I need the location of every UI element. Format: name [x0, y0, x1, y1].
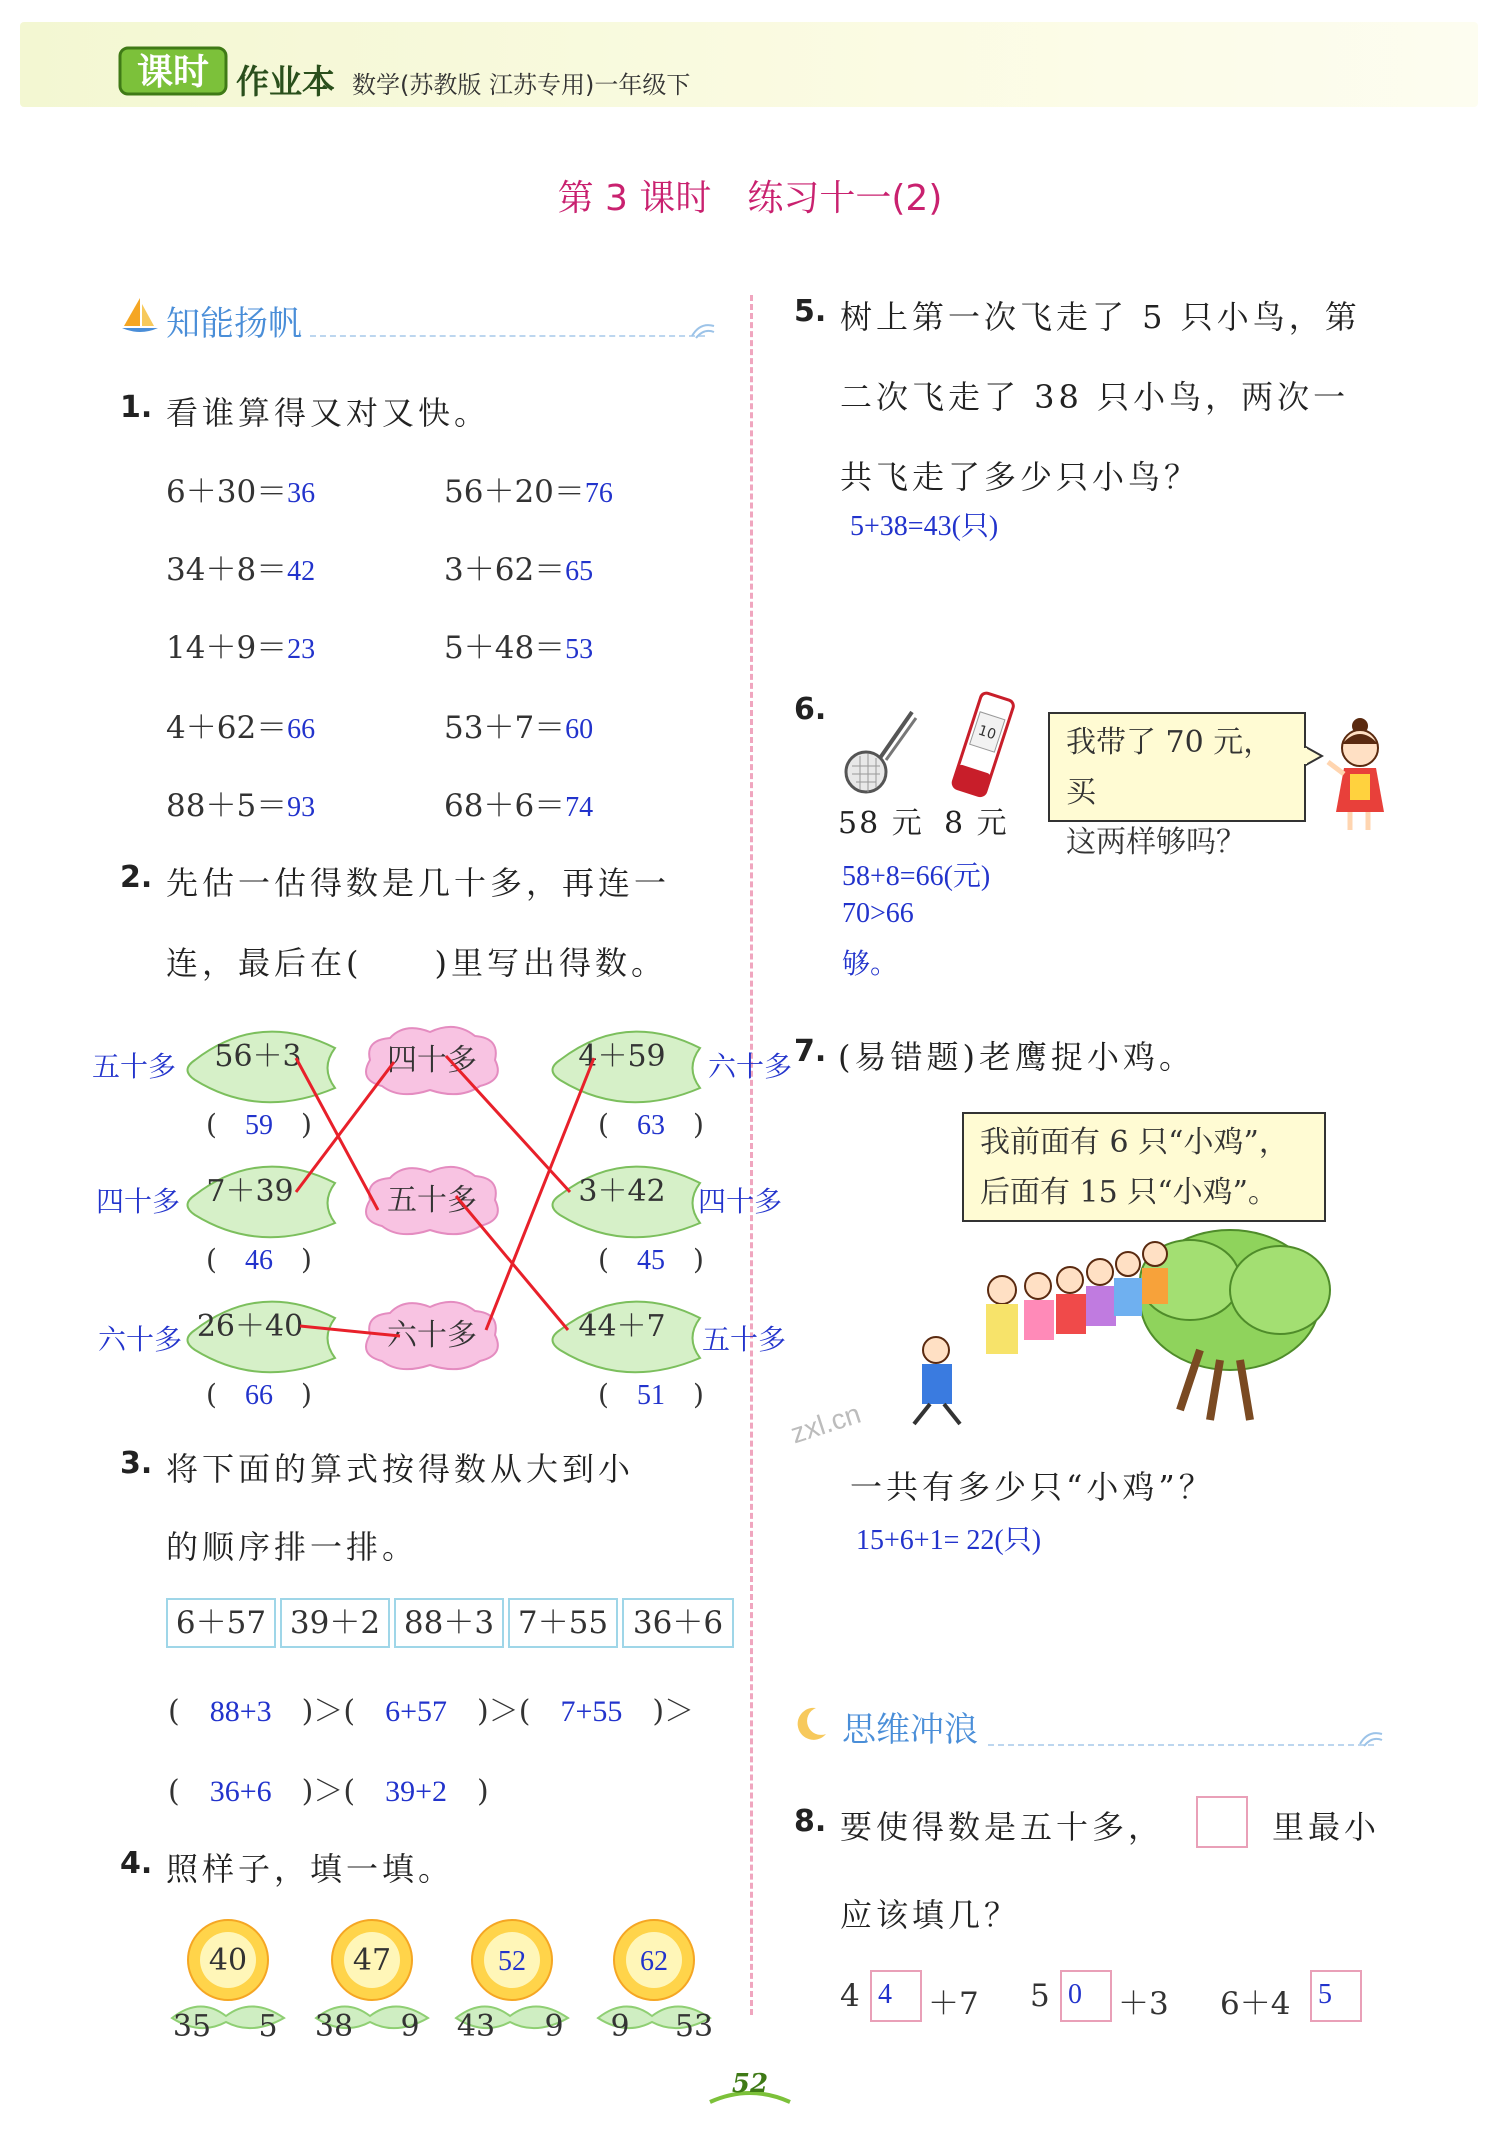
flower-top-answer: 52	[498, 1946, 526, 1977]
q7-bubble-line2: 后面有 15 只“小鸡”。	[980, 1175, 1278, 1210]
q2-paren-left-2: ( 46 )	[206, 1243, 312, 1276]
q3-box-2: 39＋2	[280, 1598, 390, 1648]
q2-line1: 先估一估得数是几十多，再连一	[166, 864, 671, 902]
q8-line1b: 里最小	[1272, 1808, 1381, 1846]
q1-right-5	[444, 780, 593, 825]
wave-icon	[1358, 1726, 1384, 1748]
q1-left-1	[166, 466, 315, 511]
q6-bubble-line2: 这两样够吗？	[1066, 825, 1246, 860]
q8-pre: 4	[840, 1978, 860, 2014]
q1-answer: 53	[565, 634, 594, 665]
shuttlecock-tube-icon	[942, 690, 1022, 800]
girl-figure	[1322, 716, 1396, 836]
tube-label: 10	[976, 722, 998, 744]
page-number-badge	[700, 2058, 800, 2110]
leaf-right-1	[553, 1032, 701, 1103]
q3-answer: 39+2	[385, 1775, 447, 1808]
q1-expr: 53＋7＝	[444, 710, 566, 746]
q3-box-5: 36＋6	[622, 1598, 734, 1648]
q1-expr: 14＋9＝	[166, 630, 288, 666]
q8-item-1	[840, 1978, 860, 2014]
leaf-left-3	[188, 1302, 336, 1373]
q1-expr: 88＋5＝	[166, 788, 288, 824]
q1-expr: 34＋8＝	[166, 552, 288, 588]
flower-4	[598, 1920, 713, 2044]
q8-item-3	[1220, 1978, 1290, 2023]
flower-top-answer: 62	[640, 1946, 668, 1977]
q1-expr: 56＋20＝	[444, 474, 585, 510]
q3-answer: 6+57	[385, 1695, 447, 1728]
q2-paren-left-1: ( 59 )	[206, 1108, 312, 1141]
q2-line2: 连，最后在( )里写出得数。	[166, 944, 667, 982]
q5-line1: 树上第一次飞走了 5 只小鸟，第	[840, 298, 1361, 336]
section-siwei-line	[988, 1744, 1374, 1746]
q1-expr: 3＋62＝	[444, 552, 566, 588]
flower-top: 47	[352, 1943, 392, 1978]
q8-line2: 应该填几？	[840, 1896, 1021, 1934]
q7-speech-bubble	[962, 1112, 1326, 1222]
q2-number: 2.	[120, 860, 153, 895]
q8-item-2-post	[1118, 1978, 1169, 2023]
q1-answer: 42	[287, 556, 316, 587]
q7-text: (易错题)老鹰捉小鸡。	[838, 1038, 1195, 1076]
q6-answer-3: 够。	[842, 949, 899, 980]
leaf-expr: 7＋39	[206, 1174, 294, 1209]
q1-answer: 74	[565, 792, 594, 823]
flower-2	[315, 1920, 428, 2044]
gt-sign: ＞	[488, 1694, 519, 1729]
section-siwei-title: 思维冲浪	[842, 1710, 978, 1750]
q6-number: 6.	[794, 692, 827, 727]
q8-pre: 5	[1030, 1978, 1050, 2014]
q1-answer: 23	[287, 634, 316, 665]
q1-answer: 93	[287, 792, 316, 823]
q8-fill-box-1[interactable]	[870, 1970, 922, 2022]
q3-answer: 7+55	[560, 1695, 623, 1728]
q5-line3: 共飞走了多少只小鸟？	[840, 458, 1201, 496]
q4-number: 4.	[120, 1846, 153, 1881]
q2-answer: 59	[244, 1110, 273, 1141]
q1-left-4	[166, 702, 315, 747]
flower-top: 40	[208, 1943, 248, 1978]
q2-answer: 45	[636, 1245, 665, 1276]
brand-logo	[118, 44, 228, 98]
racket-icon	[840, 700, 920, 800]
q3-answer: 88+3	[209, 1695, 272, 1728]
q8-post: ＋3	[1118, 1986, 1169, 2022]
leaf-right-2	[553, 1167, 701, 1238]
q5-answer: 5+38=43(只)	[850, 511, 999, 542]
q1-answer: 65	[565, 556, 594, 587]
q8-post: ＋7	[928, 1986, 979, 2022]
q2-note-left-1: 五十多	[92, 1052, 177, 1083]
q2-paren-right-1: ( 63 )	[598, 1108, 704, 1141]
q1-left-5	[166, 780, 315, 825]
q8-example-box	[1196, 1796, 1248, 1848]
q8-number: 8.	[794, 1804, 827, 1839]
book-subtitle: 数学(苏教版 江苏专用)一年级下	[352, 71, 691, 99]
q6-answer-1: 58+8=66(元)	[842, 861, 991, 892]
q1-right-4	[444, 702, 593, 747]
q1-right-3	[444, 622, 593, 667]
q1-answer: 60	[565, 714, 594, 745]
bubble-tail-icon	[1304, 742, 1324, 772]
q8-pre: 6＋4	[1220, 1986, 1291, 2022]
sailboat-icon	[120, 296, 160, 338]
q2-paren-right-3: ( 51 )	[598, 1378, 704, 1411]
q1-number: 1.	[120, 390, 153, 425]
q2-paren-left-3: ( 66 )	[206, 1378, 312, 1411]
q6-bubble-line1: 我带了 70 元，买	[1066, 725, 1274, 810]
q8-fill-box-3[interactable]	[1310, 1970, 1362, 2022]
q4-flowers	[160, 1910, 740, 2050]
moon-icon	[792, 1704, 830, 1742]
q1-answer: 36	[287, 478, 316, 509]
q2-note-right-3: 五十多	[702, 1325, 787, 1356]
q2-note-left-3: 六十多	[98, 1325, 183, 1356]
flower-right: 5	[258, 2009, 278, 2044]
eagle-catch-chicks-scene	[900, 1220, 1340, 1430]
flower-right: 9	[544, 2009, 564, 2044]
watermark: zxl.cn	[786, 1397, 865, 1450]
q3-line2: 的顺序排一排。	[166, 1528, 419, 1566]
q2-answer: 63	[636, 1110, 665, 1141]
leaf-left-2	[188, 1167, 336, 1238]
leaf-right-3	[553, 1302, 701, 1373]
flower-left: 38	[314, 2009, 354, 2044]
q1-text: 看谁算得又对又快。	[166, 394, 491, 432]
q2-answer: 51	[636, 1380, 665, 1411]
q1-answer: 66	[287, 714, 316, 745]
q8-item-2	[1030, 1978, 1050, 2014]
q7-question: 一共有多少只“小鸡”？	[850, 1468, 1215, 1506]
q8-fill: 0	[1068, 1979, 1082, 2010]
flower-1	[172, 1920, 284, 2044]
gt-sign: ＞	[664, 1694, 695, 1729]
q8-fill-box-2[interactable]	[1060, 1970, 1112, 2022]
leaf-expr: 26＋40	[196, 1309, 304, 1344]
racket-price: 58 元	[838, 806, 924, 841]
flower-right: 53	[674, 2009, 714, 2044]
q7-bubble-line1: 我前面有 6 只“小鸡”，	[980, 1125, 1289, 1160]
brand-name: 作业本	[236, 62, 335, 101]
children-row	[914, 1242, 1168, 1424]
gt-sign: ＞	[313, 1774, 344, 1809]
q2-answer: 46	[244, 1245, 273, 1276]
q7-answer: 15+6+1= 22(只)	[856, 1525, 1042, 1556]
cloud-label: 五十多	[387, 1183, 477, 1218]
brand-logo-text: 课时	[136, 52, 210, 93]
q3-answer-row-1: ( 88+3 )＞( 6+57 )＞( 7+55 )＞	[168, 1694, 695, 1729]
q1-expr: 4＋62＝	[166, 710, 288, 746]
q8-line1a: 要使得数是五十多，	[840, 1808, 1165, 1846]
q1-expr: 68＋6＝	[444, 788, 566, 824]
leaf-expr: 56＋3	[214, 1039, 302, 1074]
q1-right-1	[444, 466, 613, 511]
cloud-1	[366, 1027, 498, 1094]
leaf-expr: 3＋42	[578, 1174, 666, 1209]
flower-3	[456, 1920, 568, 2044]
q8-item-1-post	[928, 1978, 979, 2023]
leaf-expr: 4＋59	[578, 1039, 666, 1074]
wave-icon	[690, 318, 716, 340]
cloud-label: 四十多	[387, 1043, 477, 1078]
section-zhineng-line	[310, 335, 705, 337]
q3-box-3: 88＋3	[394, 1598, 504, 1648]
q6-answer-2: 70>66	[842, 898, 914, 929]
q2-paren-right-2: ( 45 )	[598, 1243, 704, 1276]
q3-answer-row-2: ( 36+6 )＞( 39+2 )	[168, 1774, 489, 1809]
q2-note-right-1: 六十多	[708, 1052, 793, 1083]
q1-answer: 76	[584, 478, 613, 509]
page-number: 52	[731, 2069, 769, 2099]
q4-text: 照样子，填一填。	[166, 1850, 455, 1888]
q1-expr: 6＋30＝	[166, 474, 288, 510]
q5-number: 5.	[794, 294, 827, 329]
q6-speech-bubble	[1048, 712, 1306, 860]
q3-box-4: 7＋55	[508, 1598, 618, 1648]
q3-box-1: 6＋57	[166, 1598, 276, 1648]
q8-fill: 4	[878, 1979, 892, 2010]
flower-left: 35	[172, 2009, 212, 2044]
q1-left-2	[166, 544, 315, 589]
cloud-label: 六十多	[387, 1318, 477, 1353]
q1-expr: 5＋48＝	[444, 630, 566, 666]
shuttle-price: 8 元	[944, 806, 1009, 841]
q3-number: 3.	[120, 1446, 153, 1481]
q2-note-right-2: 四十多	[698, 1187, 783, 1218]
q3-answer: 36+6	[209, 1775, 272, 1808]
gt-sign: ＞	[313, 1694, 344, 1729]
section-zhineng-title: 知能扬帆	[166, 304, 302, 344]
q3-line1: 将下面的算式按得数从大到小	[166, 1450, 635, 1488]
flower-right: 9	[400, 2009, 420, 2044]
flower-left: 43	[456, 2009, 496, 2044]
q7-number: 7.	[794, 1034, 827, 1069]
q8-fill: 5	[1318, 1979, 1332, 2010]
lesson-title: 第 3 课时 练习十一(2)	[557, 178, 943, 219]
q1-right-2	[444, 544, 593, 589]
q2-answer: 66	[244, 1380, 273, 1411]
q1-left-3	[166, 622, 315, 667]
flower-left: 9	[610, 2009, 630, 2044]
q5-line2: 二次飞走了 38 只小鸟，两次一	[840, 378, 1350, 416]
leaf-expr: 44＋7	[578, 1309, 666, 1344]
q2-note-left-2: 四十多	[96, 1187, 181, 1218]
